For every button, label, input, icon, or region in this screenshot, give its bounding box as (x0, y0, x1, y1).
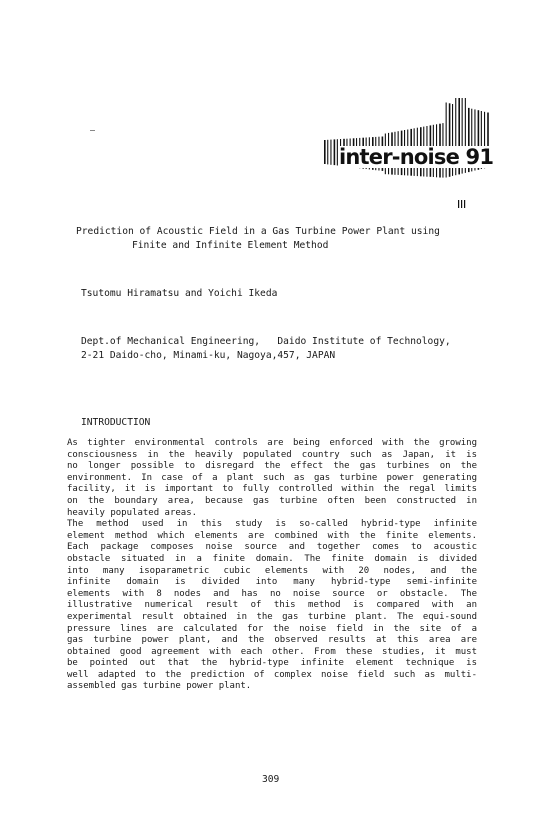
body-line: into many isoparametric cubic elements with 20 nodes, and the (67, 565, 477, 576)
logo-stripe (330, 140, 331, 165)
paper-title (76, 225, 516, 253)
body-line: obtained good agreement with each other. From these studies, it must (67, 646, 477, 657)
body-line: obstacle situated in a finite domain. The finite domain is divided (67, 553, 477, 564)
title-line-2: Finite and Infinite Element Method (132, 240, 329, 251)
page-number: 309 (262, 774, 280, 785)
scan-mark (90, 130, 95, 131)
body-line: elements with 8 nodes and has no noise source or obstacle. The (67, 588, 477, 599)
body-line: be pointed out that the hybrid-type infinite element technique is (67, 658, 477, 669)
body-line: heavily populated areas. (67, 507, 198, 518)
body-line: infinite domain is divided into many hybrid-type semi-infinite (67, 577, 477, 588)
logo-stripe (327, 140, 328, 165)
affiliation (81, 335, 451, 363)
body-line: environment. In case of a plant such as gas turbine power generating (67, 472, 477, 483)
body-line: facility, it is important to fully controlled within the regal limits (67, 484, 477, 495)
affiliation-line-1: Dept.of Mechanical Engineering, Daido Institute of Technology, (81, 336, 451, 347)
body-line: no longer possible to disregard the effect the gas turbines on the (67, 461, 477, 472)
logo-text: inter-noise 91 (339, 145, 494, 169)
logo-island-stripe (458, 200, 459, 208)
logo-stripe (334, 139, 336, 165)
body-line: pressure lines are calculated for the noise field in the site of a (67, 623, 477, 634)
body-line: assembled gas turbine power plant. (67, 681, 252, 692)
affiliation-line-2: 2-21 Daido-cho, Minami-ku, Nagoya,457, JAPAN (81, 350, 336, 361)
logo-island-stripe (464, 200, 465, 208)
body-line: experimental result obtained in the gas turbine plant. The equi-sound (67, 611, 477, 622)
section-heading-introduction: INTRODUCTION (81, 417, 151, 428)
title-line-1: Prediction of Acoustic Field in a Gas Turbine Power Plant using (76, 226, 440, 237)
logo-island-stripe (461, 200, 462, 208)
body-line: element method which elements are combined with the finite elements. (67, 530, 477, 541)
introduction-body-text (67, 438, 477, 693)
body-line: on the boundary area, because gas turbine often been constructed in (67, 495, 477, 506)
body-line: As tighter environmental controls are being enforced with the growing (67, 438, 477, 448)
conference-logo (318, 96, 496, 212)
author-list: Tsutomu Hiramatsu and Yoichi Ikeda (81, 288, 278, 299)
body-line: well adapted to the prediction of complex noise field such as multi- (67, 669, 477, 680)
body-line: Each package composes noise source and together comes to acoustic (67, 542, 477, 553)
logo-stripe (324, 140, 326, 164)
body-line: consciousness in the heavily populated country such as Japan, it is (67, 449, 477, 460)
body-line: illustrative numerical result of this method is compared with an (67, 600, 477, 611)
body-line: The method used in this study is so-called hybrid-type infinite (67, 519, 477, 530)
body-line: gas turbine power plant, and the observed results at this area are (67, 635, 477, 646)
